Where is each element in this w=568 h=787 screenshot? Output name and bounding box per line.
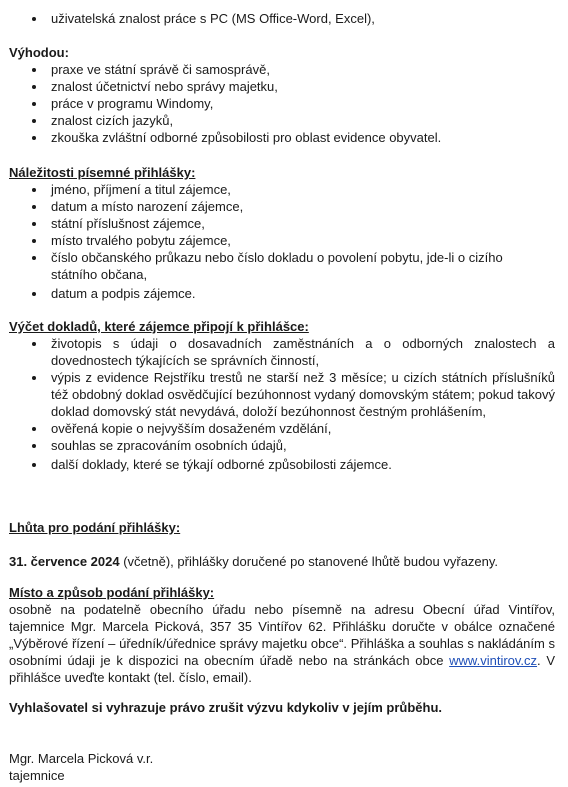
list-item: číslo občanského průkazu nebo číslo dokladu o povolení pobytu, jde-li o cizího státního občana,: [9, 249, 525, 283]
requirements-list: [9, 181, 525, 302]
list-item: praxe ve státní správě či samosprávě,: [9, 61, 555, 78]
list-item: datum a místo narození zájemce,: [9, 198, 525, 215]
deadline-text: [9, 553, 555, 570]
reservation-notice: Vyhlašovatel si vyhrazuje právo zrušit výzvu kdykoliv v jejím průběhu.: [9, 700, 443, 715]
requirements-heading: Náležitosti písemné přihlášky:: [9, 165, 196, 180]
documents-list: [9, 335, 555, 473]
list-item: ověřená kopie o nejvyšším dosaženém vzdělání,: [9, 420, 555, 437]
submission-text: [9, 601, 555, 686]
list-item: další doklady, které se týkají odborné způsobilosti zájemce.: [9, 456, 555, 473]
website-link[interactable]: www.vintirov.cz: [449, 653, 538, 668]
deadline-date: 31. července 2024: [9, 554, 120, 569]
submission-heading: Místo a způsob podání přihlášky:: [9, 585, 215, 600]
list-item: životopis s údaji o dosavadních zaměstnáních a o odborných znalostech a dovednostech týkajících se správních činností,: [9, 335, 555, 369]
list-item: znalost cizích jazyků,: [9, 112, 555, 129]
signature-title: tajemnice: [9, 768, 65, 783]
list-item: souhlas se zpracováním osobních údajů,: [9, 437, 555, 454]
list-item: výpis z evidence Rejstříku trestů ne starší než 3 měsíce; u cizích státních příslušníků též obdobný doklad osvědčující bezúhonnost vydaný domovským státem; pokud takový doklad domovský stát nevydává, doloží bezúhonnost čestným prohlášením,: [9, 369, 555, 420]
advantages-heading: Výhodou:: [9, 45, 69, 60]
list-item: uživatelská znalost práce s PC (MS Office-Word, Excel),: [9, 10, 555, 27]
list-item: znalost účetnictví nebo správy majetku,: [9, 78, 555, 95]
list-item: místo trvalého pobytu zájemce,: [9, 232, 525, 249]
list-item: jméno, příjmení a titul zájemce,: [9, 181, 525, 198]
deadline-note: (včetně), přihlášky doručené po stanovené lhůtě budou vyřazeny.: [119, 554, 499, 569]
top-list: [9, 10, 555, 27]
deadline-heading: Lhůta pro podání přihlášky:: [9, 520, 181, 535]
list-item: státní příslušnost zájemce,: [9, 215, 525, 232]
signature-name: Mgr. Marcela Picková v.r.: [9, 751, 154, 766]
list-item: zkouška zvláštní odborné způsobilosti pro oblast evidence obyvatel.: [9, 129, 555, 146]
list-item: práce v programu Windomy,: [9, 95, 555, 112]
submission-text-start: osobně na podatelně obecního úřadu nebo písemně na adresu Obecní úřad Vintířov, tajemnice Mgr. Marcela Picková, 357 35 Vintířov 62. Přihlášku doručte v obálce označené „Výběrové řízení – úředník/úřednice správy majetku obce“. Přihláška a souhlas s nakládáním s osobními údaji je k dispozici na obecním úřadě nebo na stránkách obce: [9, 602, 555, 668]
submission-text-end: . V přihlášce uveďte kontakt (tel. číslo, email).: [9, 653, 555, 685]
advantages-list: [9, 61, 555, 146]
documents-heading: Výčet dokladů, které zájemce připojí k přihlášce:: [9, 319, 309, 334]
list-item: datum a podpis zájemce.: [9, 285, 525, 302]
